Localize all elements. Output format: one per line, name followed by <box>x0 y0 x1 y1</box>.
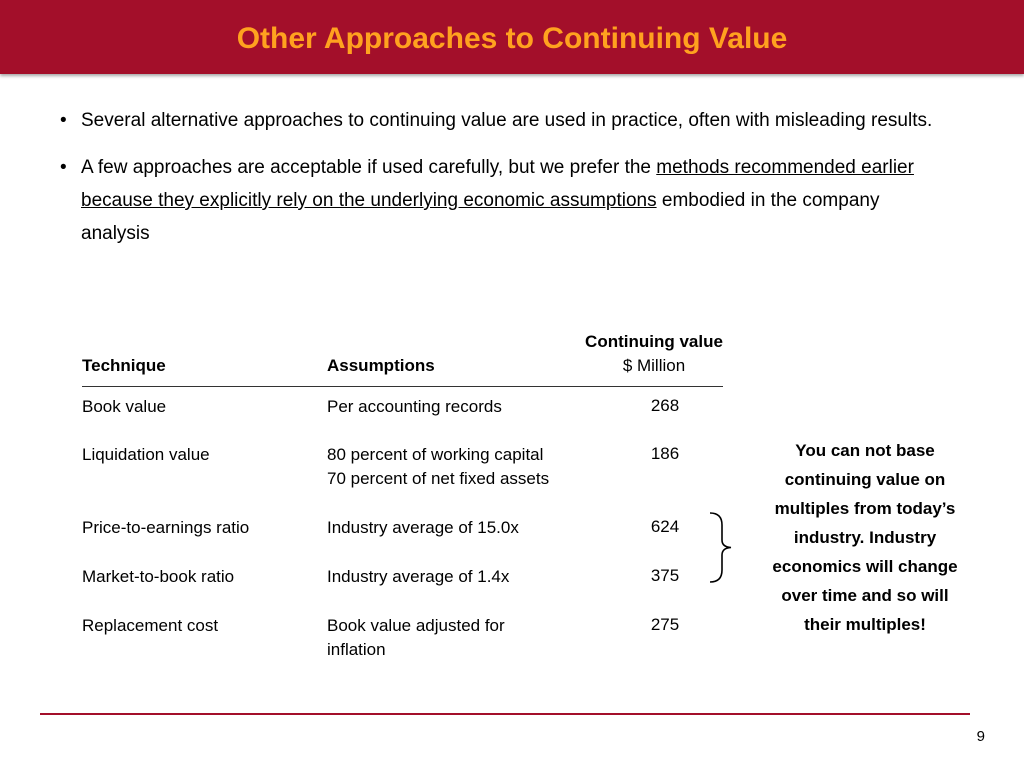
header-value-unit: $ Million <box>622 356 686 375</box>
bullet-marker-icon: • <box>60 110 67 131</box>
row-assumption: 70 percent of net fixed assets <box>327 469 550 488</box>
row-assumption: Industry average of 15.0x <box>327 518 519 537</box>
callout-line: multiples from today’s <box>774 499 956 518</box>
row-assumption: Industry average of 1.4x <box>327 567 510 586</box>
row-assumption: 80 percent of working capital <box>327 445 544 464</box>
table-header-rule <box>82 386 723 387</box>
bullet-text: Several alternative approaches to continuing value are used in practice, often with misleading results. <box>81 110 933 131</box>
row-value: 268 <box>650 396 680 415</box>
header-assumptions: Assumptions <box>327 356 435 375</box>
bullet-item <box>58 104 938 137</box>
bullet-list <box>58 104 938 264</box>
callout-line: their multiples! <box>804 615 926 634</box>
slide-title: Other Approaches to Continuing Value <box>236 22 788 55</box>
right-brace-icon <box>700 510 740 585</box>
bullet-text-underlined: methods recommended earlier because they explicitly rely on the underlying economic assumptions <box>81 157 914 211</box>
callout-line: You can not base <box>795 441 935 460</box>
header-technique: Technique <box>82 356 166 375</box>
row-technique: Replacement cost <box>82 616 219 635</box>
bullet-item <box>58 151 938 250</box>
callout-line: industry. Industry <box>793 528 937 547</box>
callout-line: economics will change <box>772 557 958 576</box>
brace-path <box>710 513 731 582</box>
row-value: 275 <box>650 615 680 634</box>
row-technique: Price-to-earnings ratio <box>82 518 250 537</box>
row-value: 375 <box>650 566 680 585</box>
callout-line: over time and so will <box>781 586 949 605</box>
row-value: 624 <box>650 517 680 536</box>
row-technique: Book value <box>82 397 167 416</box>
row-assumption: Book value adjusted for <box>327 616 505 635</box>
bullet-text-start: A few approaches are acceptable if used carefully, but we prefer the <box>81 157 657 178</box>
row-technique: Liquidation value <box>82 445 210 464</box>
row-assumption: Per accounting records <box>327 397 502 416</box>
bullet-text-end: embodied in the company analysis <box>81 190 880 244</box>
page-number: 9 <box>976 728 985 745</box>
header-value-title: Continuing value <box>585 332 723 351</box>
row-technique: Market-to-book ratio <box>82 567 235 586</box>
header-continuing-value <box>564 330 744 378</box>
bullet-marker-icon: • <box>60 157 67 178</box>
row-value: 186 <box>650 444 680 463</box>
callout-line: continuing value on <box>784 470 946 489</box>
callout-note <box>748 436 982 639</box>
footer-rule <box>40 713 970 715</box>
row-assumption: inflation <box>327 640 386 659</box>
